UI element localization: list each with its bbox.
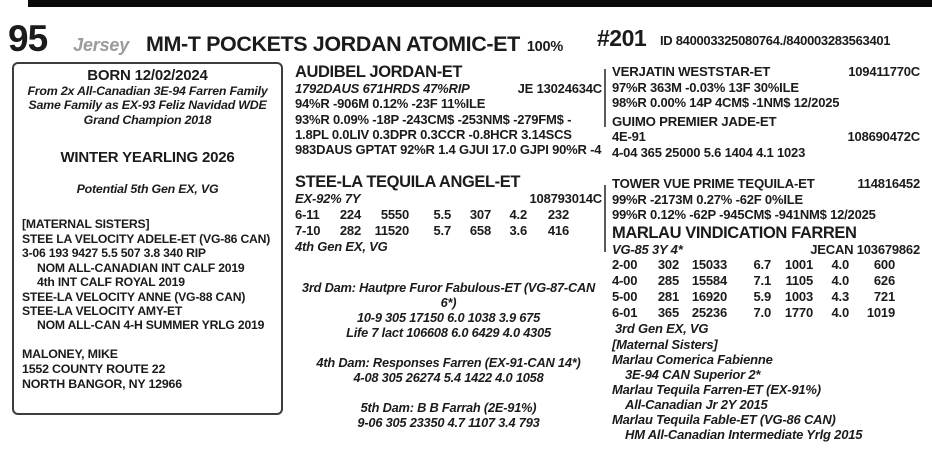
pedigree-bracket-top [604, 69, 606, 127]
maternal-sisters-header: [MATERNAL SISTERS] [22, 217, 150, 232]
lactation-cell: 285 [657, 273, 679, 288]
pedigree-middle-column [295, 63, 602, 445]
ancestor-record: 4-08 305 26274 5.4 1422 4.0 1058 [353, 370, 544, 386]
lactation-cell: 4.2 [509, 206, 527, 222]
stat-line: 93%R 0.09% -18P -243CM$ -253NM$ -279FM$ - [295, 111, 572, 127]
lactation-cell: 626 [873, 273, 895, 288]
sire-dam-reg: 108690472C [847, 129, 920, 144]
lactation-cell: 4.3 [831, 289, 849, 304]
consignor-line: MALONEY, MIKE [22, 346, 118, 361]
sire-stats [295, 96, 602, 157]
ancestor-title: 5th Dam: B B Farrah (2E-91%) [360, 400, 537, 416]
dam-reg: 108793014C [529, 191, 602, 207]
ancestor-block [295, 355, 602, 385]
sire-sire-name: VERJATIN WESTSTAR-ET [612, 64, 771, 79]
lactation-row [295, 207, 602, 223]
dam-dam-score: VG-85 3Y 4* [612, 241, 683, 257]
stat-line: 94%R -906M 0.12% -23F 11%ILE [295, 96, 486, 112]
lactation-cell: 5-00 [612, 289, 638, 304]
lactation-cell: 6-01 [612, 305, 638, 320]
lactation-cell: 1003 [784, 289, 813, 304]
lactation-cell: 3.6 [509, 222, 527, 238]
dam-lactations [295, 207, 602, 239]
lactation-cell: 307 [469, 206, 491, 222]
right-sisters-list [612, 352, 920, 442]
lactation-cell: 232 [547, 206, 569, 222]
pedigree-bracket-bottom [604, 185, 606, 252]
lactation-cell: 365 [657, 305, 679, 320]
dam-dam-gen-note: 3rd Gen EX, VG [615, 321, 709, 336]
family-note-line: From 2x All-Canadian 3E-94 Farren Family [27, 83, 268, 98]
lactation-cell: 4.0 [831, 257, 849, 272]
lactation-cell: 4.0 [831, 305, 849, 320]
lactation-row [295, 223, 602, 239]
show-class: WINTER YEARLING 2026 [60, 148, 235, 166]
ancestor-record: Life 7 lact 106608 6.0 6429 4.0 4305 [346, 325, 551, 341]
left-sisters-list [22, 232, 273, 333]
lactation-cell: 5.5 [433, 206, 451, 222]
animal-info-box [12, 62, 283, 415]
lactation-row [612, 305, 920, 321]
lactation-cell: 2-00 [612, 257, 638, 272]
lactation-row [612, 273, 920, 289]
lot-number: 95 [8, 18, 48, 59]
lactation-cell: 4-00 [612, 273, 638, 288]
pedigree-right-column [612, 64, 920, 442]
stat-line: 1.8PL 0.0LIV 0.3DPR 0.3CCR -0.8HCR 3.14SCS [295, 126, 572, 142]
dam-dam-lactations [612, 257, 920, 321]
sister-line: NOM ALL-CANADIAN INT CALF 2019 [37, 260, 245, 275]
sister-line: STEE-LA VELOCITY ANNE (VG-88 CAN) [22, 289, 246, 304]
sire-summary: 1792DAUS 671HRDS 47%RIP [295, 81, 470, 96]
lactation-cell: 721 [873, 289, 895, 304]
lactation-cell: 302 [657, 257, 679, 272]
lactation-row [612, 257, 920, 273]
dam-sire-stats [612, 192, 920, 223]
lactation-cell: 5550 [380, 206, 409, 222]
sister-line: Marlau Tequila Fable-ET (VG-86 CAN) [612, 411, 836, 427]
consignor-line: NORTH BANGOR, NY 12966 [22, 376, 182, 391]
lactation-cell: 1105 [785, 273, 813, 288]
lactation-cell: 281 [657, 289, 679, 304]
stat-line: 99%R -2173M 0.27% -62F 0%ILE [612, 191, 803, 207]
sister-line: 4th INT CALF ROYAL 2019 [37, 275, 185, 290]
sister-line: 3-06 193 9427 5.5 507 3.8 340 RIP [22, 246, 206, 261]
lactation-cell: 7.0 [753, 305, 771, 320]
stat-line: 98%R 0.00% 14P 4CM$ -1NM$ 12/2025 [612, 95, 840, 110]
dam-sire-reg: 114816452 [857, 176, 920, 191]
lactation-cell: 5.9 [753, 289, 771, 304]
dam-name: STEE-LA TEQUILA ANGEL-ET [295, 173, 521, 192]
dam-gen-note: 4th Gen EX, VG [295, 238, 388, 254]
sire-dam-name: GUIMO PREMIER JADE-ET [612, 113, 777, 129]
lactation-cell: 15033 [691, 257, 727, 272]
page-top-rule [28, 0, 932, 7]
right-sisters-header: [Maternal Sisters] [612, 336, 718, 352]
lactation-cell: 5.7 [433, 222, 451, 238]
sire-dam-score: 4E-91 [612, 129, 646, 144]
stat-line: 97%R 363M -0.03% 13F 30%ILE [612, 79, 799, 95]
lactation-cell: 1001 [784, 257, 813, 272]
family-note-line: Same Family as EX-93 Feliz Navidad WDE [28, 98, 267, 113]
consignor-block [22, 347, 273, 392]
lactation-cell: 7-10 [295, 222, 321, 238]
lot-header [8, 18, 563, 60]
born-date: BORN 12/02/2024 [87, 67, 208, 84]
tag-number: #201 [597, 25, 647, 51]
sister-line: Marlau Comerica Fabienne [612, 351, 773, 367]
lactation-cell: 4.0 [831, 273, 849, 288]
dam-sire-name: TOWER VUE PRIME TEQUILA-ET [612, 176, 815, 191]
lactation-row [612, 289, 920, 305]
ancestor-title: 3rd Dam: Hautpre Furor Fabulous-ET (VG-87-CAN 6*) [301, 280, 596, 311]
lactation-cell: 658 [469, 222, 491, 238]
ancestor-record: 9-06 305 23350 4.7 1107 3.4 793 [357, 415, 540, 431]
animal-name: MM-T POCKETS JORDAN ATOMIC-ET [146, 32, 520, 56]
registration-id: ID 840003325080764./840003283563401 [660, 33, 891, 48]
sister-line: STEE-LA VELOCITY AMY-ET [22, 303, 183, 318]
ancestor-title: 4th Dam: Responses Farren (EX-91-CAN 14*) [316, 355, 581, 371]
sire-sire-stats [612, 80, 920, 111]
dam-dam-reg: JECAN 103679862 [810, 241, 920, 257]
lactation-cell: 25236 [691, 305, 727, 320]
sister-line: HM All-Canadian Intermediate Yrlg 2015 [625, 426, 863, 442]
sister-line: All-Canadian Jr 2Y 2015 [625, 396, 768, 412]
ancestor-record: 10-9 305 17150 6.0 1038 3.9 675 [356, 310, 541, 326]
breed-label: Jersey [73, 35, 130, 55]
sire-dam-lactation: 4-04 365 25000 5.6 1404 4.1 1023 [612, 144, 806, 160]
lactation-cell: 1770 [784, 305, 813, 320]
ancestor-block [295, 280, 602, 340]
ancestor-block [295, 400, 602, 430]
lactation-cell: 600 [873, 257, 895, 272]
ancestor-blocks [295, 280, 602, 430]
dam-score: EX-92% 7Y [295, 191, 361, 207]
consignor-line: 1552 COUNTY ROUTE 22 [22, 361, 166, 376]
lactation-cell: 1019 [866, 305, 895, 320]
lactation-cell: 282 [339, 222, 361, 238]
sire-reg: JE 13024634C [517, 81, 602, 96]
lactation-cell: 6.7 [753, 257, 771, 272]
stat-line: 99%R 0.12% -62P -945CM$ -941NM$ 12/2025 [612, 207, 876, 222]
purity-label: 100% [526, 39, 564, 55]
lactation-cell: 416 [547, 222, 569, 238]
lactation-cell: 11520 [374, 222, 409, 238]
family-notes [22, 84, 273, 128]
sire-name: AUDIBEL JORDAN-ET [295, 63, 463, 81]
potential-note: Potential 5th Gen EX, VG [76, 181, 219, 196]
sire-sire-reg: 109411770C [848, 64, 920, 79]
sister-line: Marlau Tequila Farren-ET (EX-91%) [612, 381, 821, 397]
sister-line: STEE LA VELOCITY ADELE-ET (VG-86 CAN) [22, 231, 271, 246]
lactation-cell: 15584 [691, 273, 727, 288]
lactation-cell: 16920 [691, 289, 727, 304]
lactation-cell: 224 [339, 206, 361, 222]
dam-dam-name: MARLAU VINDICATION FARREN [612, 223, 857, 242]
family-note-line: Grand Champion 2018 [83, 113, 212, 128]
sister-line: NOM ALL-CAN 4-H SUMMER YRLG 2019 [37, 318, 265, 333]
stat-line: 983DAUS GPTAT 92%R 1.4 GJUI 17.0 GJPI 90%R -4 [295, 142, 602, 158]
sister-line: 3E-94 CAN Superior 2* [625, 366, 761, 382]
lactation-cell: 7.1 [753, 273, 771, 288]
lactation-cell: 6-11 [295, 206, 320, 222]
